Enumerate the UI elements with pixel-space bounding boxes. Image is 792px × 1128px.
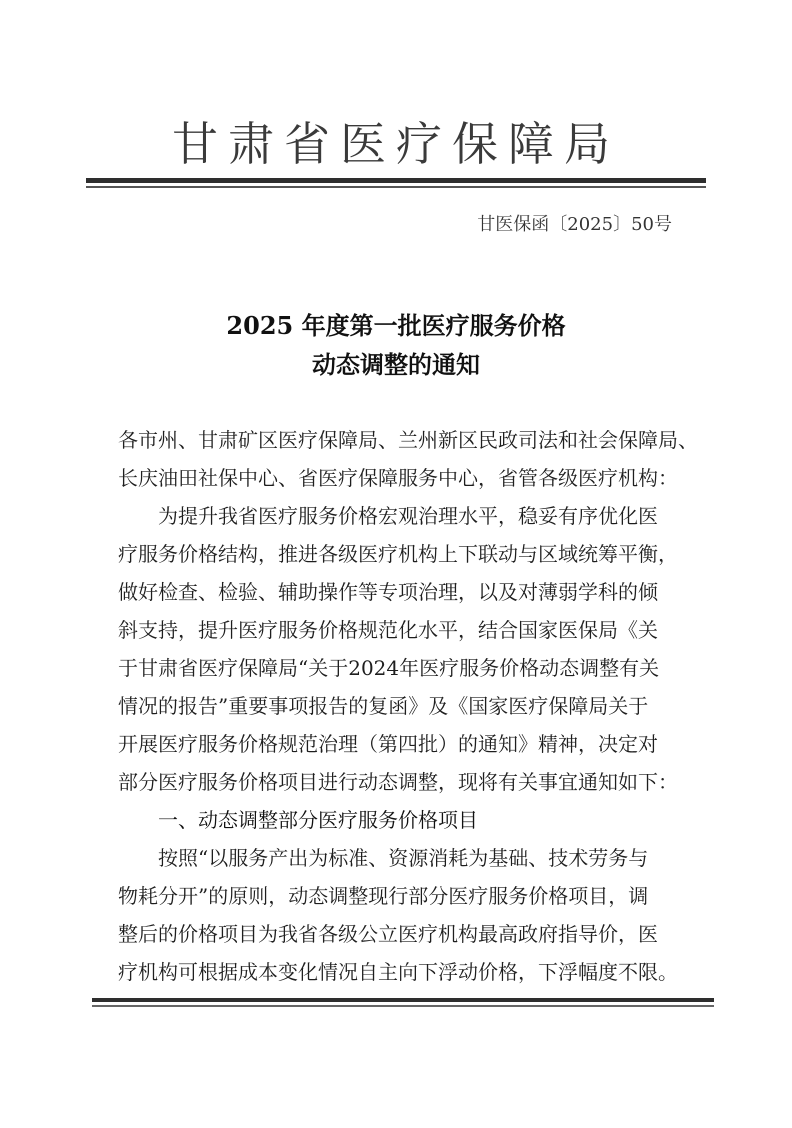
paragraph-line: 做好检查、检验、辅助操作等专项治理，以及对薄弱学科的倾 <box>118 580 658 604</box>
paragraph-line: 整后的价格项目为我省各级公立医疗机构最高政府指导价，医 <box>118 922 658 946</box>
footer-rule-thin <box>92 1005 714 1007</box>
paragraph-line: 物耗分开”的原则，动态调整现行部分医疗服务价格项目，调 <box>118 884 649 908</box>
header-rule-thin <box>86 186 706 188</box>
recipients-line-2: 长庆油田社保中心、省医疗保障服务中心，省管各级医疗机构： <box>118 466 678 490</box>
document-title-line-2: 动态调整的通知 <box>312 350 480 379</box>
paragraph-line: 于甘肃省医疗保障局“关于2024年医疗服务价格动态调整有关 <box>118 656 660 680</box>
footer-rule-thick <box>92 998 714 1002</box>
paragraph-line: 为提升我省医疗服务价格宏观治理水平，稳妥有序优化医 <box>158 504 658 528</box>
agency-header: 甘肃省医疗保障局 <box>172 117 620 171</box>
section-heading: 一、动态调整部分医疗服务价格项目 <box>158 808 478 832</box>
paragraph-line: 情况的报告”重要事项报告的复函》及《国家医疗保障局关于 <box>118 694 649 718</box>
paragraph-line: 疗服务价格结构，推进各级医疗机构上下联动与区域统筹平衡， <box>118 542 678 566</box>
recipients-line-1: 各市州、甘肃矿区医疗保障局、兰州新区民政司法和社会保障局、 <box>118 428 698 452</box>
paragraph-line: 斜支持，提升医疗服务价格规范化水平，结合国家医保局《关 <box>118 618 658 642</box>
paragraph-line: 部分医疗服务价格项目进行动态调整，现将有关事宜通知如下： <box>118 770 678 794</box>
paragraph-line: 疗机构可根据成本变化情况自主向下浮动价格，下浮幅度不限。 <box>118 960 678 984</box>
paragraph-line: 开展医疗服务价格规范治理（第四批）的通知》精神，决定对 <box>118 732 658 756</box>
header-rule-thick <box>86 178 706 183</box>
document-number: 甘医保函〔2025〕50号 <box>477 214 672 235</box>
document-title-line-1: 2025 年度第一批医疗服务价格 <box>226 311 566 340</box>
paragraph-line: 按照“以服务产出为标准、资源消耗为基础、技术劳务与 <box>158 846 649 870</box>
